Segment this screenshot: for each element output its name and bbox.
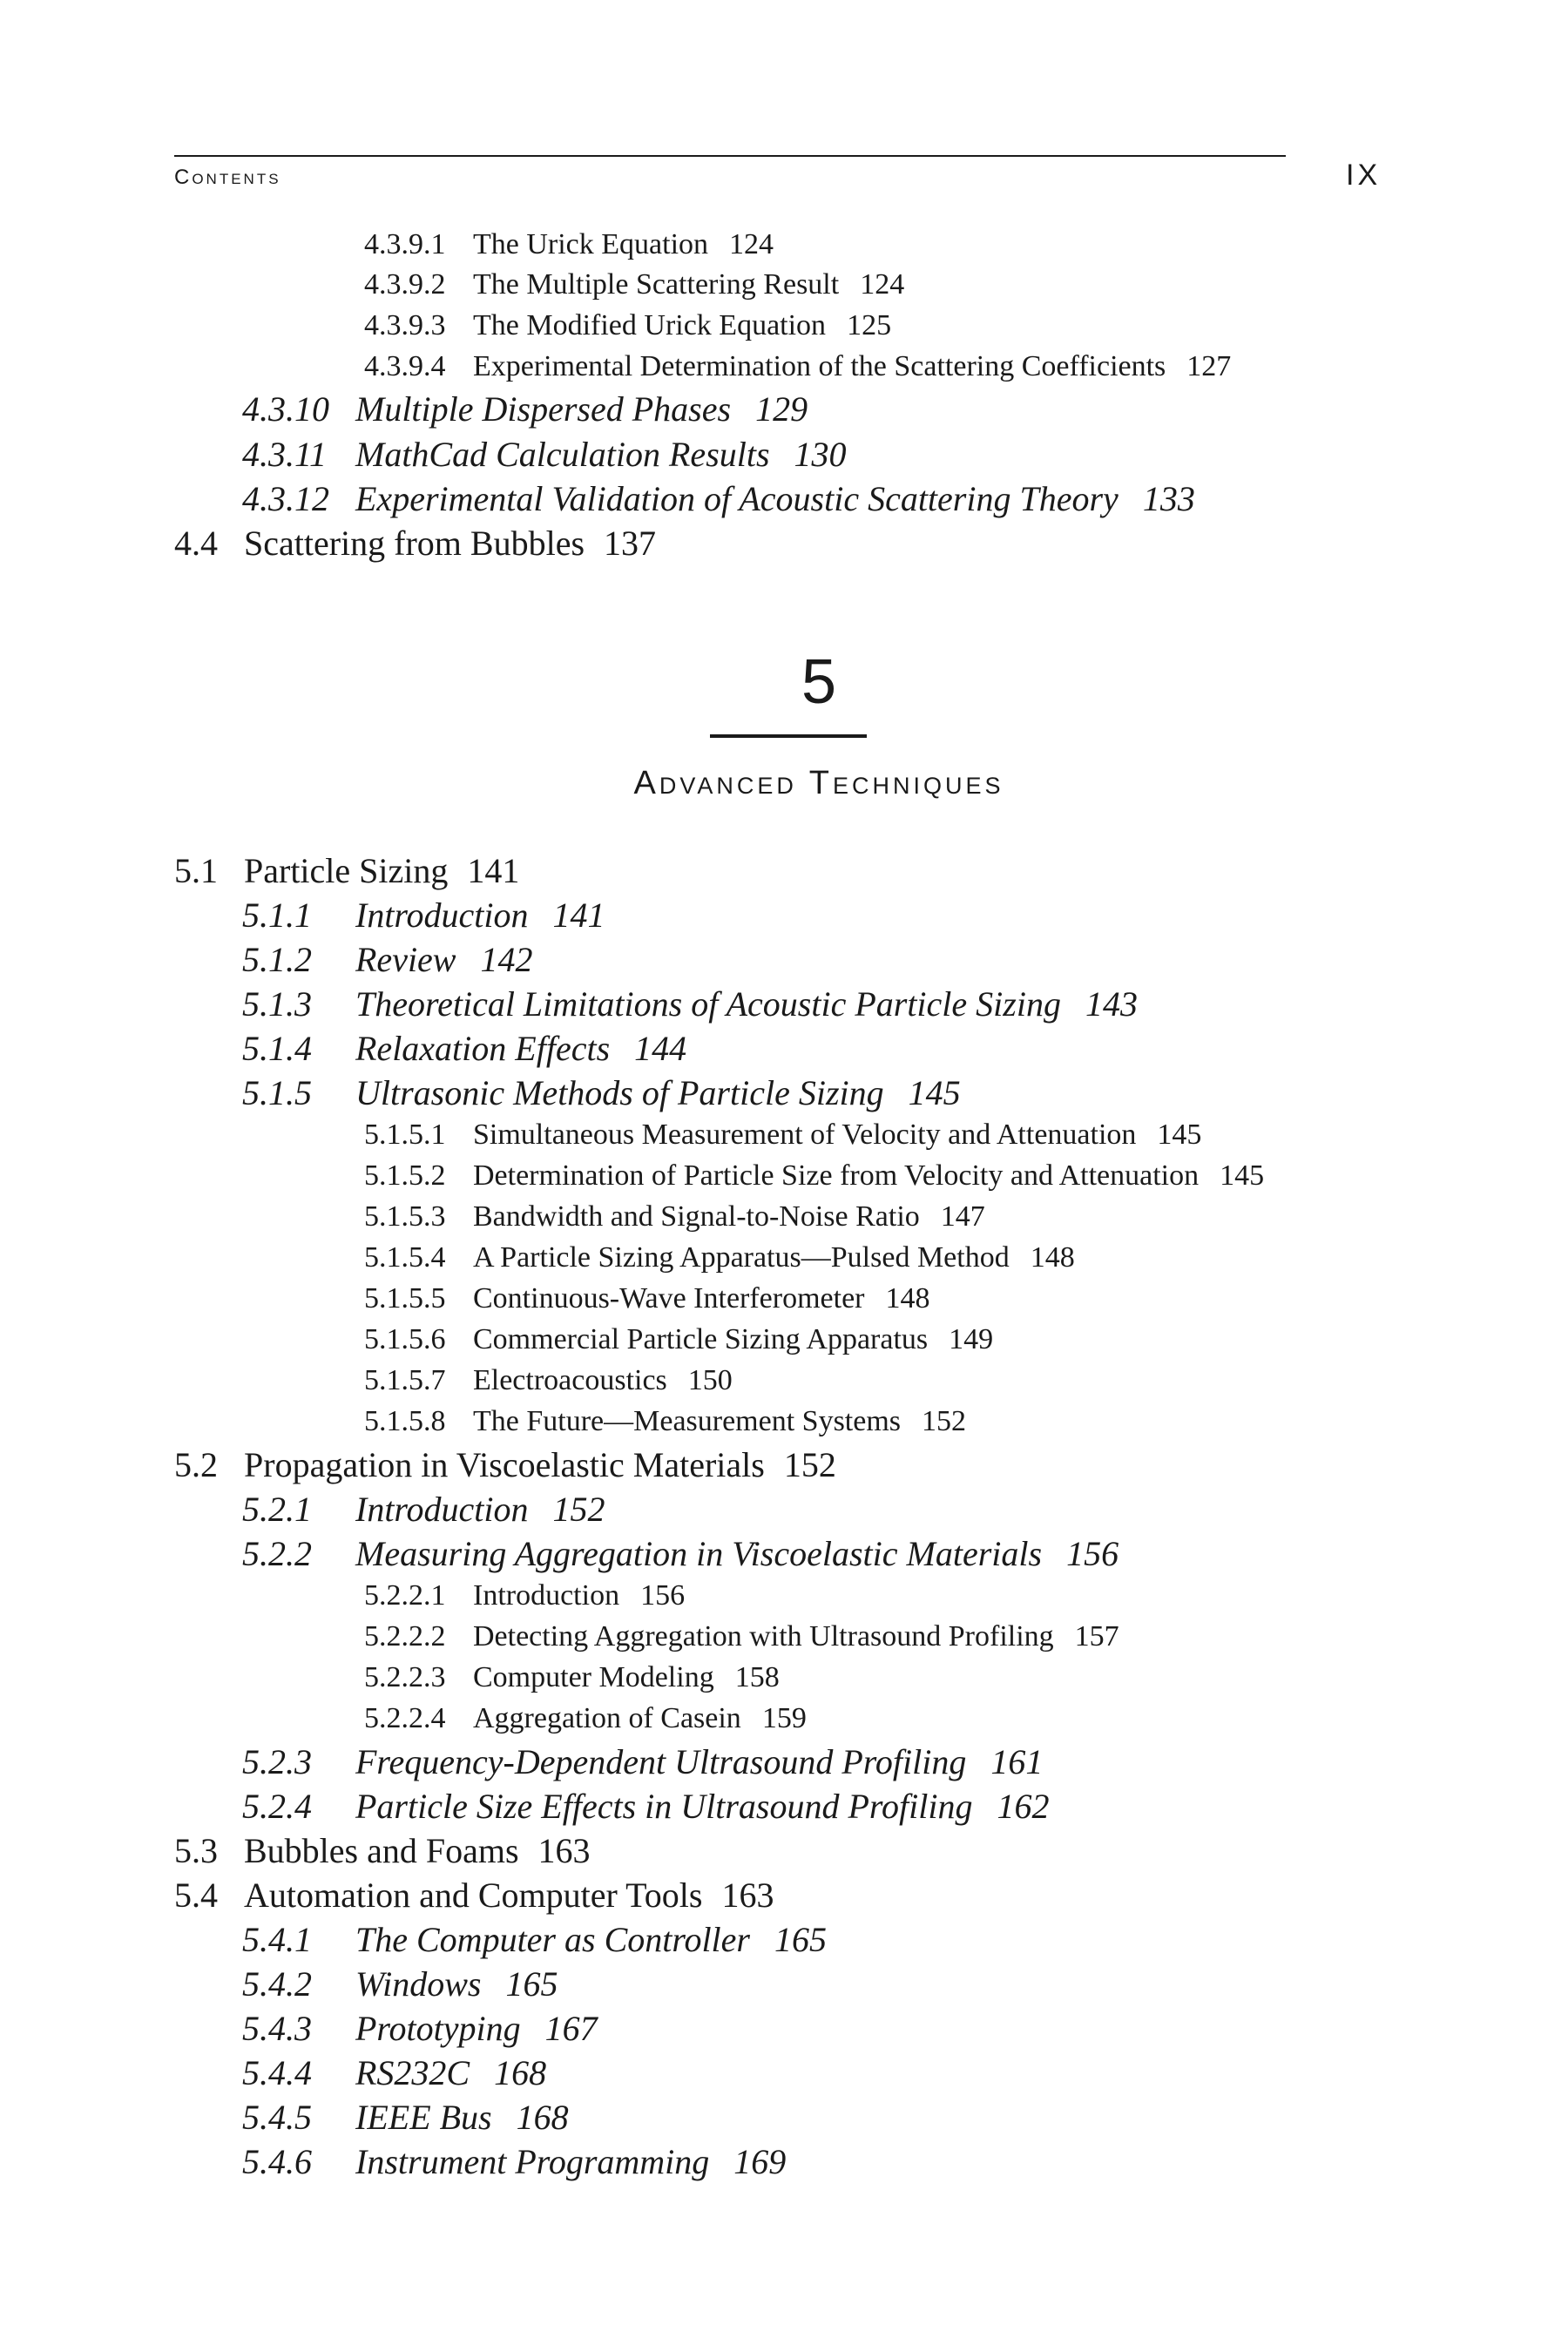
- toc-entry: [242, 389, 808, 429]
- toc-entry-page: 144: [634, 1029, 687, 1068]
- toc-entry-number: 4.3.9.1: [364, 228, 446, 260]
- toc-entry-title: Ultrasonic Methods of Particle Sizing: [355, 1073, 884, 1112]
- running-head-rule: [174, 155, 1286, 157]
- toc-entry-page: 152: [783, 1445, 836, 1484]
- toc-entry: [242, 984, 1138, 1024]
- toc-entry-title: Introduction: [473, 1579, 620, 1612]
- toc-entry-number: 5.1.5: [242, 1073, 312, 1112]
- toc-entry: [242, 2011, 598, 2046]
- page-number: IX: [1346, 159, 1382, 192]
- toc-entry: [242, 479, 1195, 518]
- running-head-title: Contents: [174, 166, 281, 189]
- toc-entry-number: 4.3.9.3: [364, 309, 446, 341]
- toc-entry-title: Measuring Aggregation in Viscoelastic Materials: [355, 1534, 1043, 1573]
- toc-entry: [364, 1325, 993, 1355]
- toc-entry-page: 169: [733, 2142, 787, 2181]
- toc-entry-page: 127: [1186, 350, 1232, 382]
- toc-entry-title: Relaxation Effects: [355, 1029, 611, 1068]
- toc-entry-page: 149: [949, 1323, 994, 1355]
- toc-entry-page: 142: [480, 940, 533, 979]
- toc-entry-page: 148: [1030, 1241, 1075, 1274]
- toc-entry-number: 5.4.4: [242, 2053, 312, 2092]
- toc-entry-title: Electroacoustics: [473, 1364, 667, 1396]
- toc-entry-number: 5.2.2: [242, 1534, 312, 1573]
- toc-entry-title: The Computer as Controller: [355, 1920, 750, 1959]
- toc-entry: [364, 230, 774, 260]
- toc-entry-title: The Urick Equation: [473, 228, 709, 260]
- toc-entry-number: 5.1.5.2: [364, 1159, 446, 1192]
- toc-entry-number: 5.4.2: [242, 1964, 312, 2004]
- toc-entry: [174, 1878, 774, 1913]
- toc-entry-number: 5.1.5.4: [364, 1241, 446, 1274]
- toc-entry-number: 4.3.11: [242, 435, 328, 474]
- toc-entry-number: 5.1.3: [242, 984, 312, 1024]
- toc-entry-number: 5.1.5.7: [364, 1364, 446, 1396]
- toc-entry-title: The Modified Urick Equation: [473, 309, 827, 341]
- chapter-title: Advanced Techniques: [633, 765, 1004, 801]
- toc-entry-number: 5.4: [174, 1876, 218, 1915]
- toc-entry-title: Introduction: [355, 896, 529, 935]
- toc-entry-title: Frequency-Dependent Ultrasound Profiling: [355, 1742, 967, 1781]
- toc-entry-number: 5.2.3: [242, 1742, 312, 1781]
- toc-entry: [242, 898, 605, 933]
- toc-entry-number: 5.2.1: [242, 1490, 312, 1529]
- toc-entry: [364, 311, 891, 341]
- toc-entry-title: Continuous-Wave Interferometer: [473, 1282, 865, 1315]
- toc-entry-page: 130: [794, 435, 847, 474]
- toc-entry: [242, 1073, 961, 1112]
- toc-entry: [174, 526, 656, 561]
- toc-entry-number: 5.1.5.5: [364, 1282, 446, 1315]
- toc-entry-page: 161: [990, 1742, 1044, 1781]
- toc-entry-number: 5.1.5.6: [364, 1323, 446, 1355]
- toc-entry-number: 5.1.5.8: [364, 1405, 446, 1437]
- toc-entry-title: Instrument Programming: [355, 2142, 710, 2181]
- toc-entry-page: 163: [721, 1876, 774, 1915]
- toc-entry-page: 133: [1142, 479, 1195, 518]
- toc-entry-title: Theoretical Limitations of Acoustic Particle Sizing: [355, 984, 1061, 1024]
- toc-entry-number: 4.3.10: [242, 389, 329, 429]
- toc-entry: [242, 940, 533, 979]
- toc-entry-page: 145: [1157, 1119, 1202, 1151]
- toc-entry-number: 5.2.4: [242, 1787, 312, 1826]
- toc-entry-title: RS232C: [355, 2053, 470, 2092]
- toc-entry-number: 4.3.9.4: [364, 350, 446, 382]
- toc-entry-title: Review: [355, 940, 456, 979]
- toc-entry-number: 5.4.1: [242, 1920, 312, 1959]
- toc-entry-title: Prototyping: [355, 2009, 521, 2048]
- toc-entry-number: 4.4: [174, 524, 218, 563]
- toc-entry-title: Simultaneous Measurement of Velocity and Attenuation: [473, 1119, 1137, 1151]
- toc-entry-number: 5.4.5: [242, 2098, 312, 2137]
- toc-entry-page: 124: [860, 268, 905, 301]
- toc-entry-page: 141: [467, 851, 520, 890]
- toc-entry: [242, 2053, 547, 2092]
- toc-entry-title: Experimental Validation of Acoustic Scattering Theory: [355, 479, 1119, 518]
- toc-entry-number: 5.1.5.3: [364, 1200, 446, 1233]
- toc-entry: [174, 1445, 836, 1484]
- toc-entry-page: 156: [1066, 1534, 1119, 1573]
- toc-entry: [364, 1366, 733, 1396]
- toc-entry: [242, 1534, 1119, 1573]
- toc-entry: [242, 1492, 605, 1527]
- toc-entry-page: 158: [734, 1661, 780, 1693]
- toc-entry: [364, 1663, 780, 1693]
- toc-entry-title: Bandwidth and Signal-to-Noise Ratio: [473, 1200, 920, 1233]
- toc-entry-page: 165: [774, 1920, 827, 1959]
- toc-entry-title: Propagation in Viscoelastic Materials: [244, 1445, 765, 1484]
- toc-entry: [364, 1120, 1201, 1150]
- toc-entry-title: Particle Size Effects in Ultrasound Profiling: [355, 1787, 973, 1826]
- toc-entry-title: Introduction: [355, 1490, 529, 1529]
- toc-entry-title: Particle Sizing: [244, 851, 449, 890]
- toc-entry-title: Bubbles and Foams: [244, 1831, 519, 1870]
- toc-entry: [364, 1407, 966, 1436]
- toc-entry-title: A Particle Sizing Apparatus—Pulsed Method: [473, 1241, 1010, 1274]
- toc-entry-page: 145: [1220, 1159, 1265, 1192]
- toc-entry-number: 5.2.2.2: [364, 1620, 446, 1652]
- toc-entry: [242, 437, 847, 472]
- toc-entry: [364, 1704, 807, 1734]
- chapter-number: 5: [801, 647, 837, 717]
- toc-entry-page: 163: [537, 1831, 591, 1870]
- toc-entry-number: 5.1: [174, 851, 218, 890]
- toc-entry-page: 152: [922, 1405, 967, 1437]
- toc-entry-number: 5.1.1: [242, 896, 312, 935]
- toc-entry: [364, 1284, 930, 1314]
- toc-entry: [364, 270, 904, 300]
- toc-entry: [242, 1920, 827, 1959]
- toc-entry-number: 5.1.2: [242, 940, 312, 979]
- toc-entry-number: 5.2.2.3: [364, 1661, 446, 1693]
- toc-entry-title: Automation and Computer Tools: [244, 1876, 703, 1915]
- toc-entry-number: 5.3: [174, 1831, 218, 1870]
- toc-entry-title: Scattering from Bubbles: [244, 524, 585, 563]
- toc-entry-page: 150: [687, 1364, 733, 1396]
- toc-entry-title: The Future—Measurement Systems: [473, 1405, 902, 1437]
- toc-entry: [242, 2142, 787, 2181]
- toc-entry-page: 156: [640, 1579, 686, 1612]
- toc-entry-page: 148: [885, 1282, 930, 1315]
- toc-entry-title: Aggregation of Casein: [473, 1702, 741, 1734]
- toc-entry-number: 5.1.4: [242, 1029, 312, 1068]
- toc-entry-page: 165: [505, 1964, 558, 2004]
- toc-entry-number: 5.2.2.4: [364, 1702, 446, 1734]
- toc-entry-title: Multiple Dispersed Phases: [355, 389, 732, 429]
- toc-entry-page: 168: [494, 2053, 547, 2092]
- toc-entry-number: 5.4.6: [242, 2142, 312, 2181]
- toc-entry-title: Detecting Aggregation with Ultrasound Profiling: [473, 1620, 1054, 1652]
- toc-entry-title: Computer Modeling: [473, 1661, 714, 1693]
- toc-entry-title: Commercial Particle Sizing Apparatus: [473, 1323, 929, 1355]
- toc-entry-page: 141: [552, 896, 605, 935]
- toc-entry: [364, 1622, 1119, 1652]
- toc-entry-title: Windows: [355, 1964, 482, 2004]
- toc-entry-page: 152: [552, 1490, 605, 1529]
- toc-entry: [174, 1831, 591, 1870]
- toc-entry-number: 5.2: [174, 1445, 218, 1484]
- toc-entry-number: 5.4.3: [242, 2009, 312, 2048]
- toc-entry: [364, 352, 1231, 382]
- toc-entry-number: 4.3.9.2: [364, 268, 446, 301]
- toc-entry: [364, 1202, 985, 1232]
- toc-entry-page: 157: [1074, 1620, 1119, 1652]
- toc-entry-number: 5.1.5.1: [364, 1119, 446, 1151]
- toc-entry-page: 137: [604, 524, 657, 563]
- toc-entry-number: 4.3.12: [242, 479, 329, 518]
- toc-entry-title: Determination of Particle Size from Velocity and Attenuation: [473, 1159, 1200, 1192]
- toc-entry-number: 5.2.2.1: [364, 1579, 446, 1612]
- toc-entry-title: The Multiple Scattering Result: [473, 268, 840, 301]
- toc-entry-page: 167: [544, 2009, 598, 2048]
- chapter-rule: [710, 734, 867, 738]
- toc-entry: [174, 851, 520, 890]
- toc-entry: [364, 1581, 685, 1611]
- toc-entry-page: 159: [761, 1702, 807, 1734]
- toc-entry: [242, 1789, 1049, 1824]
- toc-entry-page: 168: [516, 2098, 569, 2137]
- toc-entry-title: MathCad Calculation Results: [355, 435, 770, 474]
- toc-entry-page: 143: [1085, 984, 1138, 1024]
- toc-entry: [242, 1031, 686, 1066]
- toc-entry: [242, 2100, 569, 2135]
- toc-entry-page: 125: [847, 309, 892, 341]
- toc-entry: [364, 1243, 1075, 1273]
- toc-entry-page: 124: [729, 228, 774, 260]
- toc-entry-title: IEEE Bus: [355, 2098, 492, 2137]
- toc-entry-title: Experimental Determination of the Scattering Coefficients: [473, 350, 1166, 382]
- toc-entry-page: 147: [940, 1200, 985, 1233]
- toc-entry-page: 162: [997, 1787, 1050, 1826]
- toc-entry: [242, 1964, 558, 2004]
- toc-entry: [364, 1161, 1264, 1191]
- toc-entry-page: 129: [755, 389, 808, 429]
- toc-entry-page: 145: [908, 1073, 961, 1112]
- toc-entry: [242, 1742, 1044, 1781]
